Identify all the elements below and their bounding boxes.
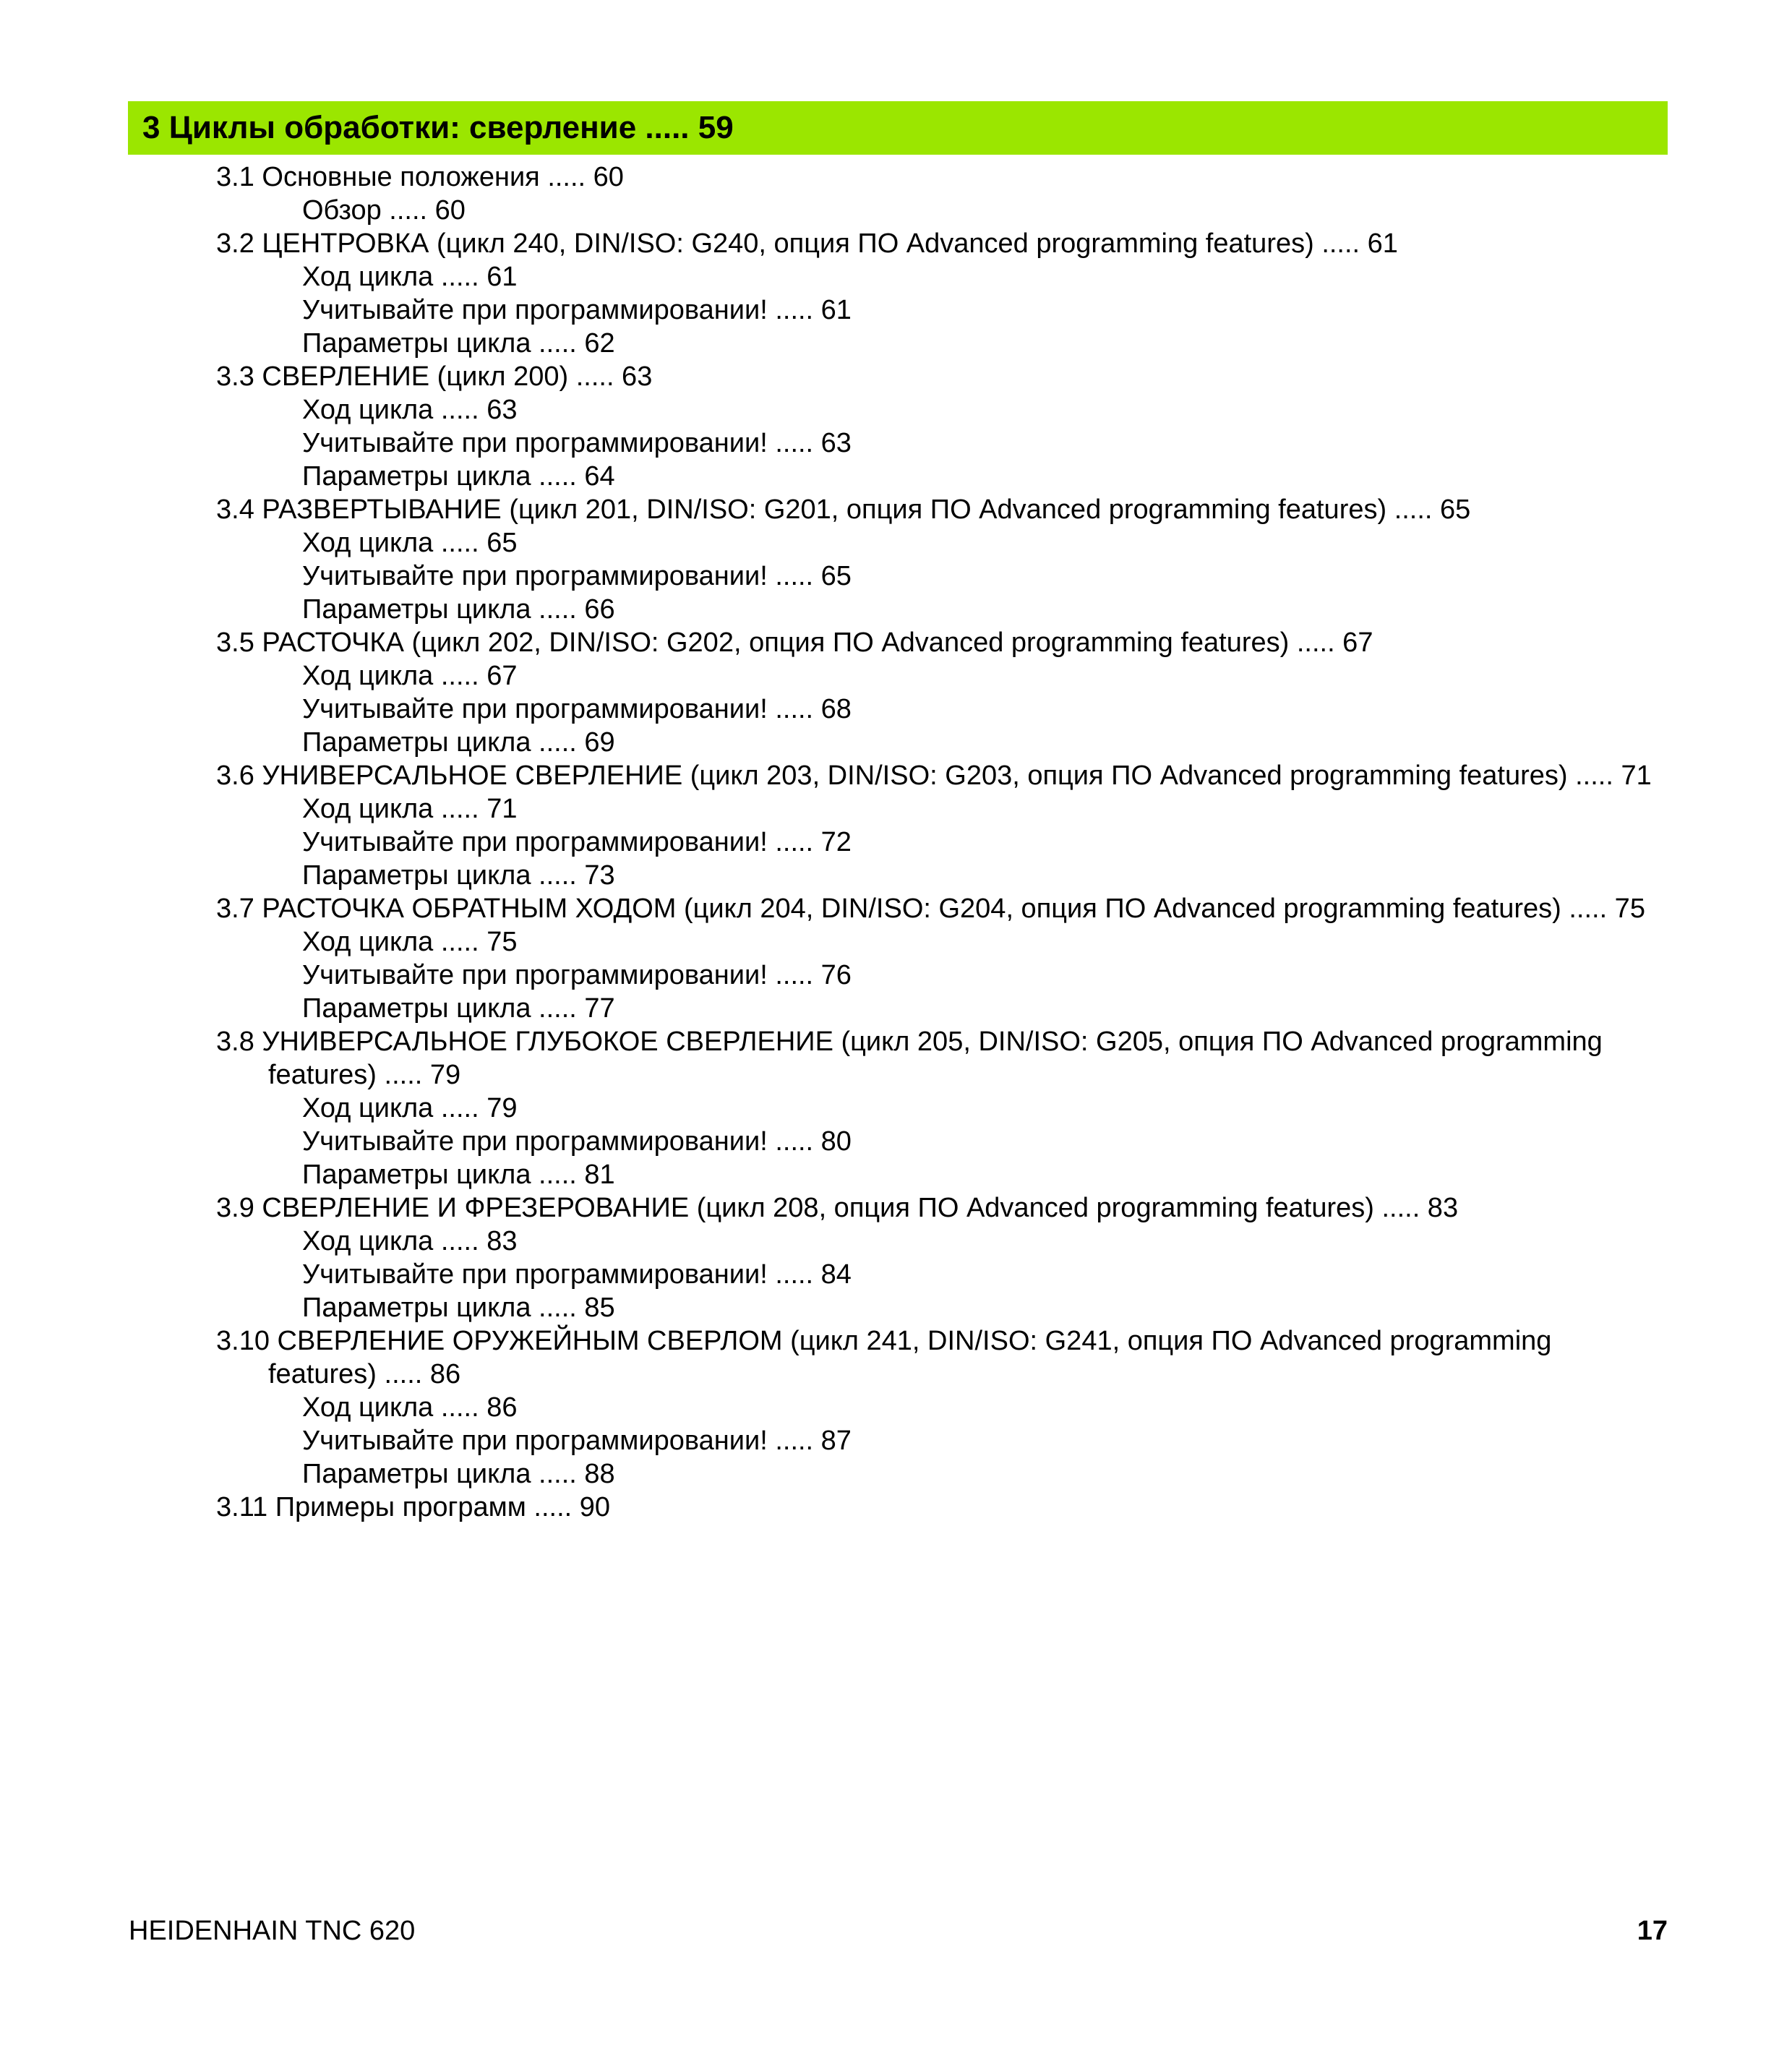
toc-entry-text: Ход цикла ..... 67 xyxy=(302,661,518,691)
toc-subsection-entry[interactable] xyxy=(302,792,1792,826)
toc-entry-text: Ход цикла ..... 65 xyxy=(302,528,518,558)
toc-entry-text: Учитывайте при программировании! ..... 68 xyxy=(302,694,852,724)
toc-entry-text: Параметры цикла ..... 66 xyxy=(302,594,615,625)
toc-section-entry[interactable] xyxy=(216,360,1792,393)
toc-subsection-entry[interactable] xyxy=(302,693,1792,726)
toc-subsection-entry[interactable] xyxy=(302,1424,1792,1457)
toc-entry-text: Учитывайте при программировании! ..... 61 xyxy=(302,295,852,325)
toc-subsection-entry[interactable] xyxy=(302,393,1792,427)
toc-subsection-entry[interactable] xyxy=(302,1391,1792,1424)
footer-product-name: HEIDENHAIN TNC 620 xyxy=(129,1916,416,1946)
toc-entry-text: Ход цикла ..... 86 xyxy=(302,1392,518,1423)
toc-entry-text: 3.3 СВЕРЛЕНИЕ (цикл 200) ..... 63 xyxy=(216,361,653,392)
toc-subsection-entry[interactable] xyxy=(302,959,1792,992)
toc-subsection-entry[interactable] xyxy=(302,427,1792,460)
toc-entry-text: Параметры цикла ..... 77 xyxy=(302,993,615,1024)
toc-entry-text: Параметры цикла ..... 69 xyxy=(302,727,615,758)
toc-entry-text: 3.5 РАСТОЧКА (цикл 202, DIN/ISO: G202, опция ПО Advanced programming features) ..... 67 xyxy=(216,627,1373,658)
toc-entry-text: 3.8 УНИВЕРСАЛЬНОЕ ГЛУБОКОЕ СВЕРЛЕНИЕ (цикл 205, DIN/ISO: G205, опция ПО Advanced programming xyxy=(216,1027,1603,1057)
toc-entry-text: 3.10 СВЕРЛЕНИЕ ОРУЖЕЙНЫМ СВЕРЛОМ (цикл 241, DIN/ISO: G241, опция ПО Advanced programming xyxy=(216,1326,1552,1356)
toc-entry-text: Ход цикла ..... 75 xyxy=(302,927,518,957)
toc-entry-text: 3.4 РАЗВЕРТЫВАНИЕ (цикл 201, DIN/ISO: G201, опция ПО Advanced programming features) ..... 65 xyxy=(216,494,1471,525)
toc-entry-text: Параметры цикла ..... 62 xyxy=(302,328,615,359)
toc-entry-text: Учитывайте при программировании! ..... 63 xyxy=(302,428,852,458)
toc-entry-text: Ход цикла ..... 63 xyxy=(302,395,518,425)
toc-entry-text: Обзор ..... 60 xyxy=(302,195,466,226)
toc-section-entry[interactable] xyxy=(216,1324,1792,1391)
toc-subsection-entry[interactable] xyxy=(302,1225,1792,1258)
chapter-header-bar xyxy=(128,101,1668,155)
table-of-contents xyxy=(0,160,1792,1524)
toc-subsection-entry[interactable] xyxy=(302,1457,1792,1491)
toc-entry-text: Ход цикла ..... 61 xyxy=(302,262,518,292)
toc-entry-text: Учитывайте при программировании! ..... 84 xyxy=(302,1259,852,1290)
toc-entry-text: Учитывайте при программировании! ..... 72 xyxy=(302,827,852,857)
toc-section-entry[interactable] xyxy=(216,1491,1792,1524)
toc-entry-text: Параметры цикла ..... 85 xyxy=(302,1293,615,1323)
toc-entry-text: Учитывайте при программировании! ..... 76 xyxy=(302,960,852,990)
toc-subsection-entry[interactable] xyxy=(302,327,1792,360)
toc-entry-text: Учитывайте при программировании! ..... 87 xyxy=(302,1426,852,1456)
toc-subsection-entry[interactable] xyxy=(302,560,1792,593)
toc-subsection-entry[interactable] xyxy=(302,659,1792,693)
toc-section-entry[interactable] xyxy=(216,1191,1792,1225)
toc-entry-text: Параметры цикла ..... 81 xyxy=(302,1160,615,1190)
toc-subsection-entry[interactable] xyxy=(302,1092,1792,1125)
toc-subsection-entry[interactable] xyxy=(302,460,1792,493)
toc-entry-text: Параметры цикла ..... 73 xyxy=(302,860,615,891)
toc-entry-text: 3.1 Основные положения ..... 60 xyxy=(216,162,624,192)
toc-subsection-entry[interactable] xyxy=(302,1258,1792,1291)
toc-section-entry[interactable] xyxy=(216,493,1792,526)
toc-section-entry[interactable] xyxy=(216,759,1792,792)
toc-subsection-entry[interactable] xyxy=(302,859,1792,892)
toc-entry-text: Ход цикла ..... 71 xyxy=(302,794,518,824)
toc-subsection-entry[interactable] xyxy=(302,1291,1792,1324)
toc-subsection-entry[interactable] xyxy=(302,826,1792,859)
toc-subsection-entry[interactable] xyxy=(302,925,1792,959)
toc-entry-text: Учитывайте при программировании! ..... 80 xyxy=(302,1126,852,1157)
toc-subsection-entry[interactable] xyxy=(302,1158,1792,1191)
toc-subsection-entry[interactable] xyxy=(302,526,1792,560)
toc-section-entry[interactable] xyxy=(216,626,1792,659)
toc-entry-text: Параметры цикла ..... 64 xyxy=(302,461,615,492)
toc-entry-text: 3.7 РАСТОЧКА ОБРАТНЫМ ХОДОМ (цикл 204, DIN/ISO: G204, опция ПО Advanced programming features) ..... 75 xyxy=(216,894,1645,924)
toc-entry-text: Ход цикла ..... 79 xyxy=(302,1093,518,1123)
toc-subsection-entry[interactable] xyxy=(302,294,1792,327)
toc-subsection-entry[interactable] xyxy=(302,260,1792,294)
toc-subsection-entry[interactable] xyxy=(302,726,1792,759)
toc-entry-continuation: features) ..... 79 xyxy=(268,1060,461,1090)
toc-entry-text: Ход цикла ..... 83 xyxy=(302,1226,518,1256)
toc-entry-text: 3.11 Примеры программ ..... 90 xyxy=(216,1492,611,1522)
toc-subsection-entry[interactable] xyxy=(302,1125,1792,1158)
toc-entry-text: Учитывайте при программировании! ..... 65 xyxy=(302,561,852,591)
toc-section-entry[interactable] xyxy=(216,1025,1792,1092)
toc-entry-text: Параметры цикла ..... 88 xyxy=(302,1459,615,1489)
toc-entry-text: 3.9 СВЕРЛЕНИЕ И ФРЕЗЕРОВАНИЕ (цикл 208, опция ПО Advanced programming features) ..... 83 xyxy=(216,1193,1459,1223)
toc-section-entry[interactable] xyxy=(216,227,1792,260)
toc-entry-text: 3.2 ЦЕНТРОВКА (цикл 240, DIN/ISO: G240, опция ПО Advanced programming features) ..... 61 xyxy=(216,228,1398,259)
toc-subsection-entry[interactable] xyxy=(302,593,1792,626)
chapter-title[interactable]: 3 Циклы обработки: сверление ..... 59 xyxy=(142,110,734,145)
toc-subsection-entry[interactable] xyxy=(302,194,1792,227)
toc-entry-continuation: features) ..... 86 xyxy=(268,1359,461,1389)
page-number: 17 xyxy=(1637,1916,1668,1946)
toc-section-entry[interactable] xyxy=(216,160,1792,194)
toc-section-entry[interactable] xyxy=(216,892,1792,925)
toc-subsection-entry[interactable] xyxy=(302,992,1792,1025)
toc-entry-text: 3.6 УНИВЕРСАЛЬНОЕ СВЕРЛЕНИЕ (цикл 203, DIN/ISO: G203, опция ПО Advanced programming features) ..... 71 xyxy=(216,760,1652,791)
